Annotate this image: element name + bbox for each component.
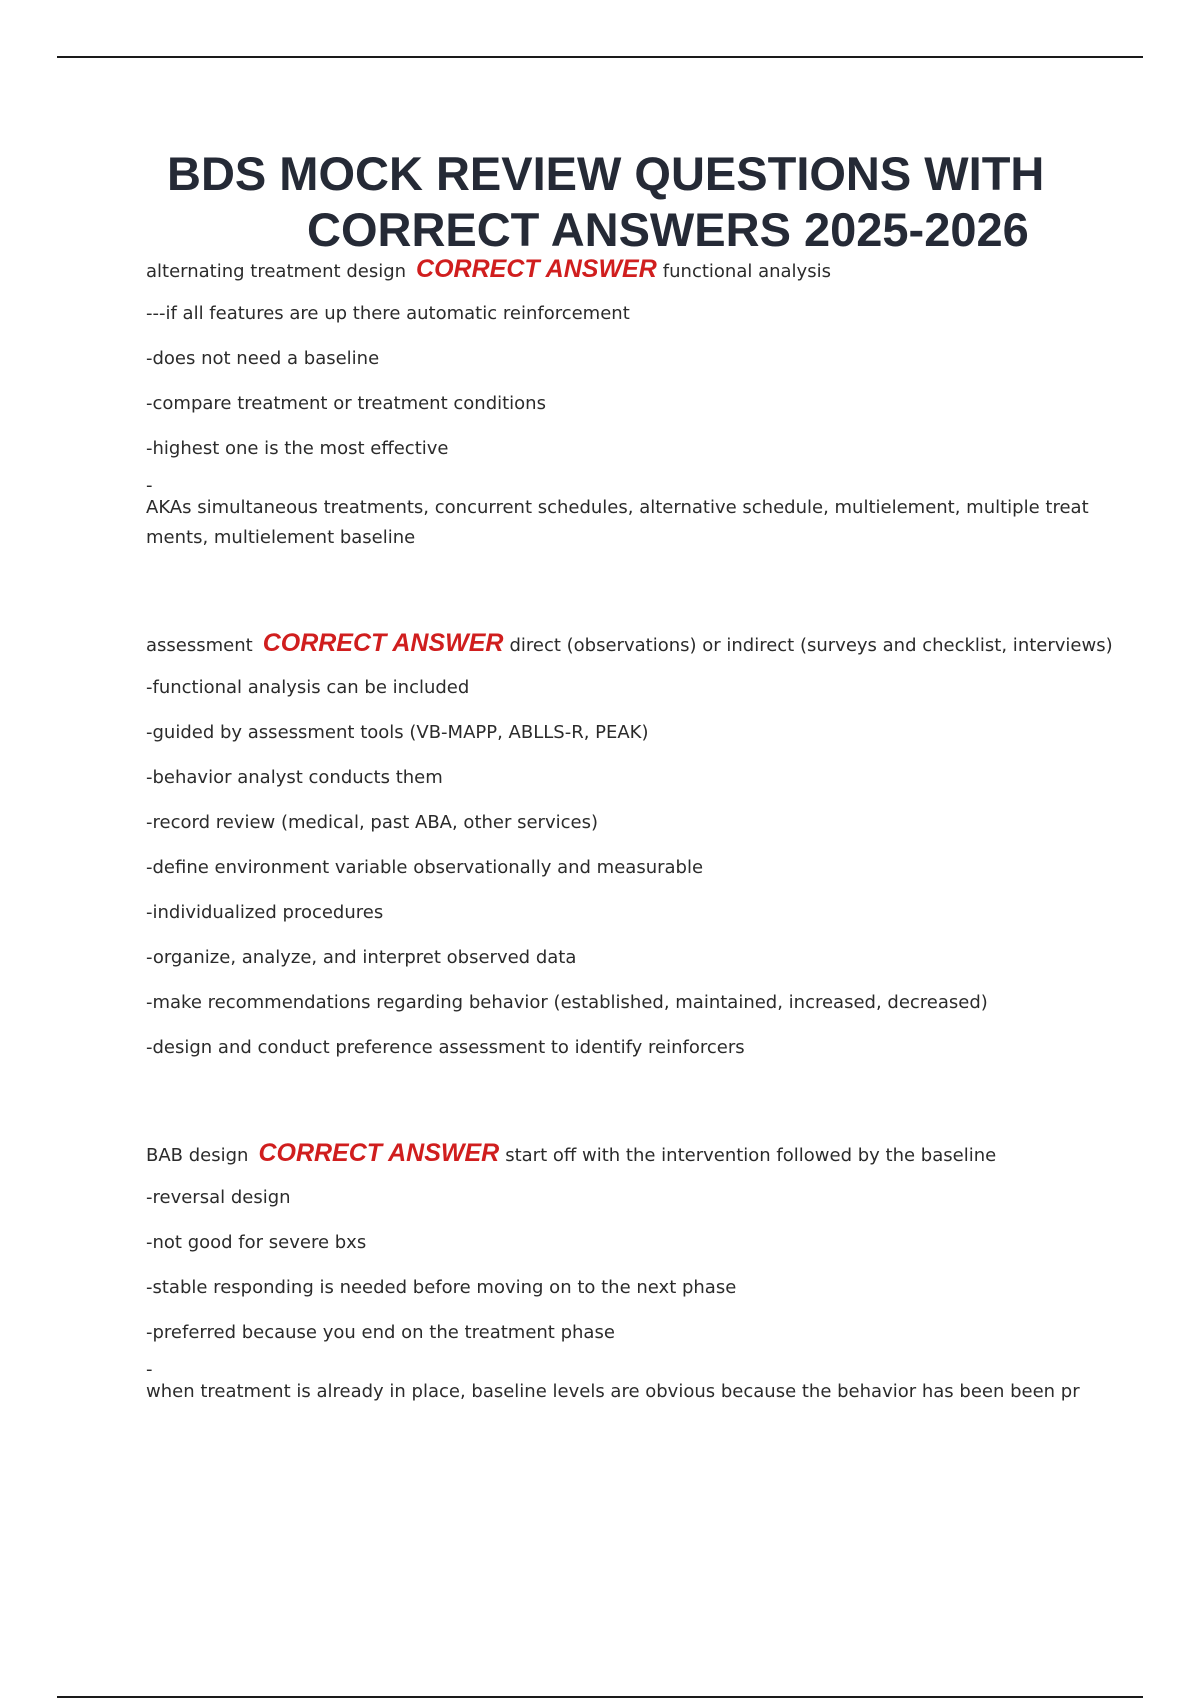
question-term: assessment	[146, 635, 253, 656]
answer-item: -record review (medical, past ABA, other services)	[146, 812, 598, 833]
correct-answer-label: CORRECT ANSWER	[258, 1139, 500, 1167]
answer-item: -stable responding is needed before moving on to the next phase	[146, 1277, 737, 1298]
correct-answer-label: CORRECT ANSWER	[416, 255, 657, 283]
document-body	[146, 254, 1113, 1422]
answer-item: -not good for severe bxs	[146, 1232, 367, 1253]
answer-item: -functional analysis can be included	[146, 677, 470, 698]
answer-item: -define environment variable observationally and measurable	[146, 857, 704, 878]
answer-item: -preferred because you end on the treatment phase	[146, 1322, 615, 1343]
question-line	[146, 628, 1113, 658]
question-answer: functional analysis	[662, 261, 831, 282]
answer-item: -highest one is the most effective	[146, 438, 449, 459]
answer-item: -make recommendations regarding behavior (established, maintained, increased, decreased)	[146, 992, 988, 1013]
top-rule	[57, 56, 1143, 58]
answer-item: -organize, analyze, and interpret observed data	[146, 947, 577, 968]
title-line-1: BDS MOCK REVIEW QUESTIONS WITH	[167, 147, 1045, 200]
spacer	[146, 1078, 1096, 1138]
answer-paragraph: AKAs simultaneous treatments, concurrent schedules, alternative schedule, multielement, multiple treatments, multielement baseline	[146, 497, 1089, 548]
document-title	[100, 146, 1200, 258]
title-line-2: CORRECT ANSWERS 2025-2026	[307, 203, 1029, 256]
question-line	[146, 254, 1096, 284]
question-answer: start off with the intervention followed by the baseline	[505, 1145, 997, 1166]
answer-item: -design and conduct preference assessment to identify reinforcers	[146, 1037, 745, 1058]
question-term: alternating treatment design	[146, 261, 407, 282]
spacer	[146, 568, 1096, 628]
answer-item: -does not need a baseline	[146, 348, 380, 369]
answer-paragraph: when treatment is already in place, baseline levels are obvious because the behavior has been been pr	[146, 1381, 1080, 1402]
answer-item: -reversal design	[146, 1187, 291, 1208]
answer-item: -guided by assessment tools (VB-MAPP, ABLLS-R, PEAK)	[146, 722, 649, 743]
answer-dash: -	[146, 475, 153, 496]
answer-dash: -	[146, 1359, 153, 1380]
bottom-rule	[57, 1696, 1143, 1698]
answer-item: -individualized procedures	[146, 902, 384, 923]
question-block	[146, 1138, 1096, 1407]
question-line	[146, 1138, 1096, 1168]
correct-answer-label: CORRECT ANSWER	[262, 629, 504, 657]
question-block	[146, 628, 1113, 1063]
answer-item: -compare treatment or treatment conditions	[146, 393, 546, 414]
question-block	[146, 254, 1096, 553]
question-answer: direct (observations) or indirect (surveys and checklist, interviews)	[509, 635, 1113, 656]
question-term: BAB design	[146, 1145, 249, 1166]
answer-item: -behavior analyst conducts them	[146, 767, 443, 788]
answer-item: ---if all features are up there automatic reinforcement	[146, 303, 630, 324]
